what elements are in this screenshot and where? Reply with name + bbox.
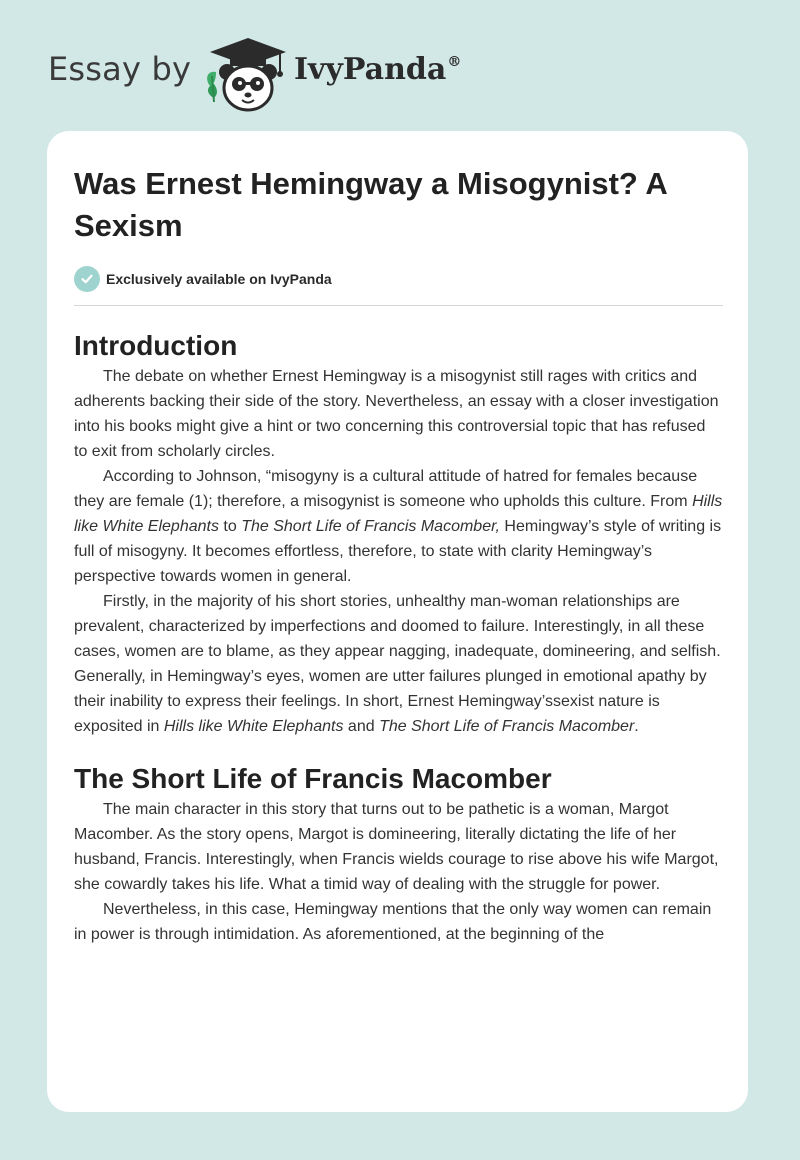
registered-mark: ® [447,54,462,70]
title-divider [74,305,723,306]
page-title: Was Ernest Hemingway a Misogynist? A Sexism [74,166,667,243]
paragraph: The debate on whether Ernest Hemingway is a misogynist still rages with critics and adherents backing their side of the story. Nevertheless, an essay with a closer investigation into his books might give a hint or two concerning this controversial topic that has refused to exit from scholarly circles. [74,368,719,460]
paragraph [74,589,723,739]
paragraph-text: and [343,718,380,735]
panda-graduate-icon[interactable] [200,34,296,114]
paragraph-text: Hemingway’s style of writing is full of misogyny. It becomes effortless, therefore, to state with clarity Hemingway’s perspective towards women in general. [74,518,722,585]
site-header [48,34,548,114]
paragraph: Nevertheless, in this case, Hemingway mentions that the only way women can remain in power is through intimidation. As aforementioned, at the beginning of the [74,901,712,943]
essay-content [74,163,723,947]
paragraph-text: According to Johnson, “misogyny is a cultural attitude of hatred for females because they are female (1); therefore, a misogynist is someone who upholds this culture. From [74,468,698,510]
book-title: The Short Life of Francis Macomber, [241,518,500,535]
exclusive-badge [74,265,723,293]
brand-text: IvyPanda [294,52,447,87]
paragraph-text: Firstly, in the majority of his short stories, unhealthy man-woman relationships are prevalent, characterized by imperfections and doomed to failure. Interestingly, in all these cases, women are to blame, as they appear nagging, inadequate, domineering, and selfish. Generally, in Hemingway’s eyes, women are utter failures plunged in emotional apathy by their inability to express their feelings. In short, Ernest Hemingway’ssexist nature is exposited in [74,593,721,735]
section-heading-macomber: The Short Life of Francis Macomber [74,763,552,794]
paragraph-text: . [634,718,639,735]
essay-card [47,131,748,1112]
paragraph [74,464,723,589]
paragraph-text: to [218,518,242,535]
book-title: The Short Life of Francis Macomber [379,718,635,735]
brand-name[interactable] [294,52,461,87]
essay-by-label: Essay by [48,50,192,88]
book-title: Hills like White Elephants [163,718,344,735]
book-title: Hills like White Elephants [74,493,723,535]
check-icon [74,266,100,292]
exclusive-badge-text: Exclusively available on IvyPanda [106,271,332,287]
section-heading-introduction: Introduction [74,330,238,361]
paragraph: The main character in this story that turns out to be pathetic is a woman, Margot Macomber. As the story opens, Margot is domineering, literally dictating the life of her husband, Francis. Interestingly, when Francis wields courage to rise above his wife Margot, she cowardly takes his life. What a timid way of dealing with the struggle for power. [74,801,719,893]
